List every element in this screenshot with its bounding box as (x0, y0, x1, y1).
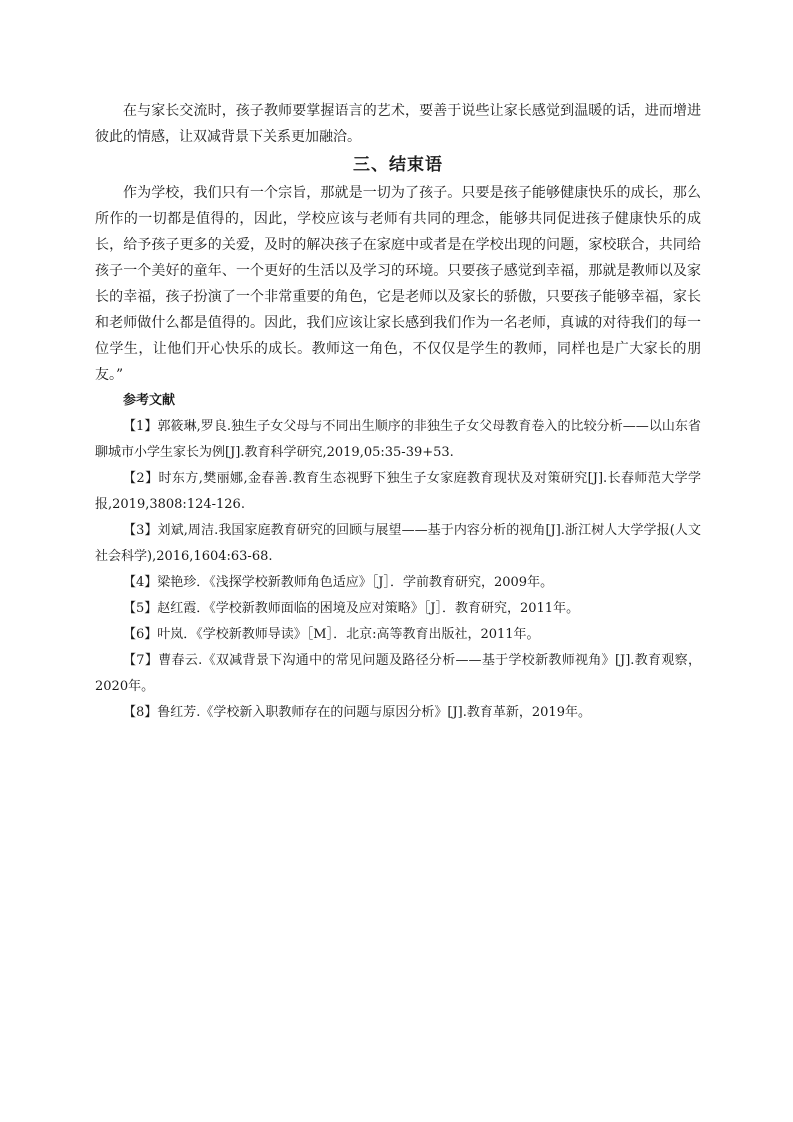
references-list (95, 414, 701, 726)
reference-item: 【6】叶岚．《学校新教师导读》［M］．北京:高等教育出版社，2011年。 (123, 627, 540, 642)
reference-item: 【7】曹春云.《双减背景下沟通中的常见问题及路径分析——基于学校新教师视角》[J].教育观察，2020年。 (95, 653, 701, 694)
reference-item: 【1】郭筱琳,罗良.独生子女父母与不同出生顺序的非独生子女父母教育卷入的比较分析——以山东省聊城市小学生家长为例[J].教育科学研究,2019,05:35-39+53. (95, 419, 701, 460)
reference-item: 【4】梁艳珍．《浅探学校新教师角色适应》［J］．学前教育研究，2009年。 (123, 575, 554, 590)
body-paragraph: 作为学校，我们只有一个宗旨，那就是一切为了孩子。只要是孩子能够健康快乐的成长，那么所作的一切都是值得的，因此，学校应该与老师有共同的理念，能够共同促进孩子健康快乐的成长，给予孩子更多的关爱，及时的解决孩子在家庭中或者是在学校出现的问题，家校联合，共同给孩子一个美好的童年、一个更好的生活以及学习的环境。只要孩子感觉到幸福，那就是教师以及家长的幸福，孩子扮演了一个非常重要的角色，它是老师以及家长的骄傲，只要孩子能够幸福，家长和老师做什么都是值得的。因此，我们应该让家长感到我们作为一名老师，真诚的对待我们的每一位学生，让他们开心快乐的成长。教师这一角色，不仅仅是学生的教师，同样也是广大家长的朋友。” (95, 185, 701, 383)
reference-item: 【5】赵红霞．《学校新教师面临的困境及应对策略》［J］．教育研究，2011年。 (123, 601, 580, 616)
body-paragraph: 在与家长交流时，孩子教师要掌握语言的艺术，要善于说些让家长感觉到温暖的话，进而增进彼此的情感，让双减背景下关系更加融洽。 (95, 103, 701, 145)
reference-item: 【3】刘斌,周洁.我国家庭教育研究的回顾与展望——基于内容分析的视角[J].浙江树人大学学报(人文社会科学),2016,1604:63-68. (95, 523, 701, 564)
references-heading: 参考文献 (123, 393, 176, 408)
section-title: 三、结束语 (353, 155, 443, 175)
reference-item: 【2】时东方,樊丽娜,金春善.教育生态视野下独生子女家庭教育现状及对策研究[J].长春师范大学学报,2019,3808:124-126. (95, 471, 701, 512)
reference-item: 【8】鲁红芳.《学校新入职教师存在的问题与原因分析》[J].教育革新，2019年。 (123, 705, 591, 720)
document-page (95, 98, 701, 726)
